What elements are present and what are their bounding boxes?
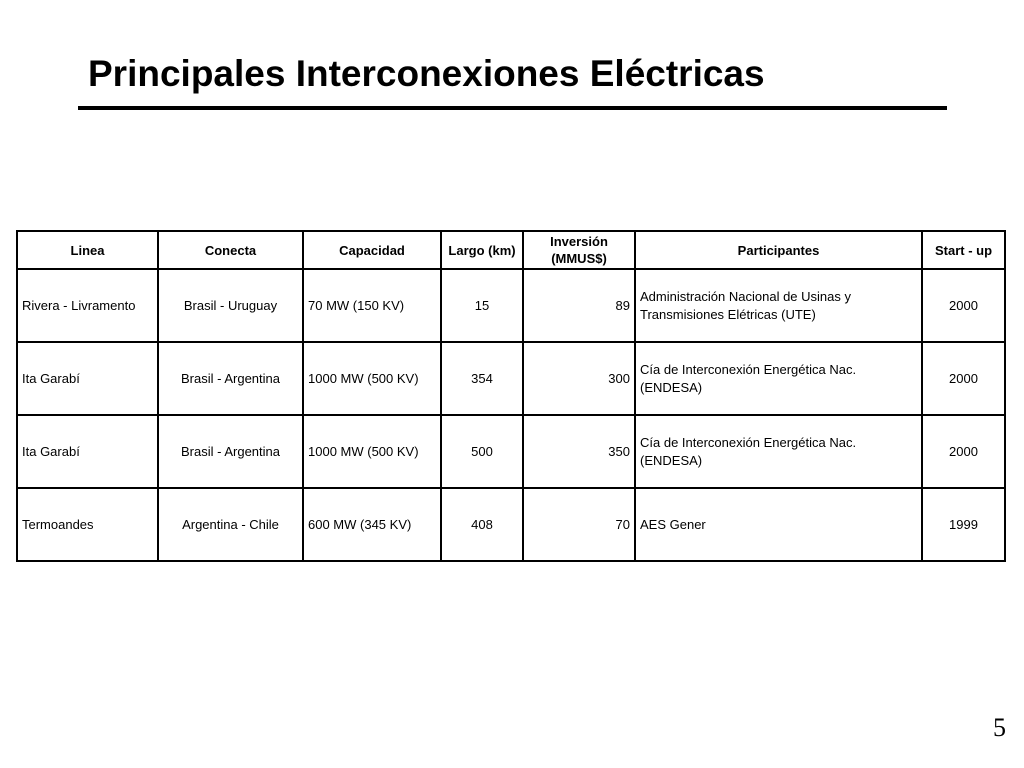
interconnections-table (16, 230, 1006, 562)
participantes-line1: Cía de Interconexión Energética Nac. (640, 361, 857, 377)
participantes-line1: Cía de Interconexión Energética Nac. (640, 434, 857, 450)
cell-largo: 354 (441, 342, 523, 415)
title-underline (78, 106, 947, 110)
cell-inversion: 350 (523, 415, 635, 488)
cell-capacidad: 1000 MW (500 KV) (303, 415, 441, 488)
header-participantes: Participantes (635, 231, 922, 269)
table-row (17, 415, 1005, 488)
header-inversion (523, 231, 635, 269)
cell-conecta: Brasil - Argentina (158, 342, 303, 415)
cell-start-up: 2000 (922, 342, 1005, 415)
cell-linea: Rivera - Livramento (17, 269, 158, 342)
participantes-line2: (ENDESA) (640, 379, 703, 395)
table-row (17, 269, 1005, 342)
header-largo: Largo (km) (441, 231, 523, 269)
cell-inversion: 70 (523, 488, 635, 561)
cell-start-up: 1999 (922, 488, 1005, 561)
header-linea: Linea (17, 231, 158, 269)
slide-title: Principales Interconexiones Eléctricas (88, 53, 765, 94)
header-inversion-line1: Inversión (550, 234, 608, 249)
cell-participantes (635, 342, 922, 415)
table-header-row (17, 231, 1005, 269)
cell-conecta: Brasil - Uruguay (158, 269, 303, 342)
participantes-line1: Administración Nacional de Usinas y (640, 288, 851, 304)
cell-inversion: 300 (523, 342, 635, 415)
cell-start-up: 2000 (922, 415, 1005, 488)
cell-capacidad: 1000 MW (500 KV) (303, 342, 441, 415)
cell-participantes (635, 269, 922, 342)
cell-capacidad: 600 MW (345 KV) (303, 488, 441, 561)
participantes-line2: Transmisiones Elétricas (UTE) (640, 306, 816, 322)
cell-participantes (635, 488, 922, 561)
cell-largo: 15 (441, 269, 523, 342)
header-capacidad: Capacidad (303, 231, 441, 269)
header-start-up: Start - up (922, 231, 1005, 269)
table-row (17, 488, 1005, 561)
table-row (17, 342, 1005, 415)
participantes-line2: (ENDESA) (640, 452, 703, 468)
cell-linea: Ita Garabí (17, 342, 158, 415)
cell-conecta: Argentina - Chile (158, 488, 303, 561)
participantes-line1: AES Gener (640, 516, 706, 532)
cell-inversion: 89 (523, 269, 635, 342)
cell-linea: Termoandes (17, 488, 158, 561)
cell-linea: Ita Garabí (17, 415, 158, 488)
cell-capacidad: 70 MW (150 KV) (303, 269, 441, 342)
cell-largo: 500 (441, 415, 523, 488)
cell-start-up: 2000 (922, 269, 1005, 342)
header-inversion-line2: (MMUS$) (551, 251, 607, 266)
page-number: 5 (993, 713, 1006, 742)
cell-largo: 408 (441, 488, 523, 561)
cell-conecta: Brasil - Argentina (158, 415, 303, 488)
header-conecta: Conecta (158, 231, 303, 269)
cell-participantes (635, 415, 922, 488)
